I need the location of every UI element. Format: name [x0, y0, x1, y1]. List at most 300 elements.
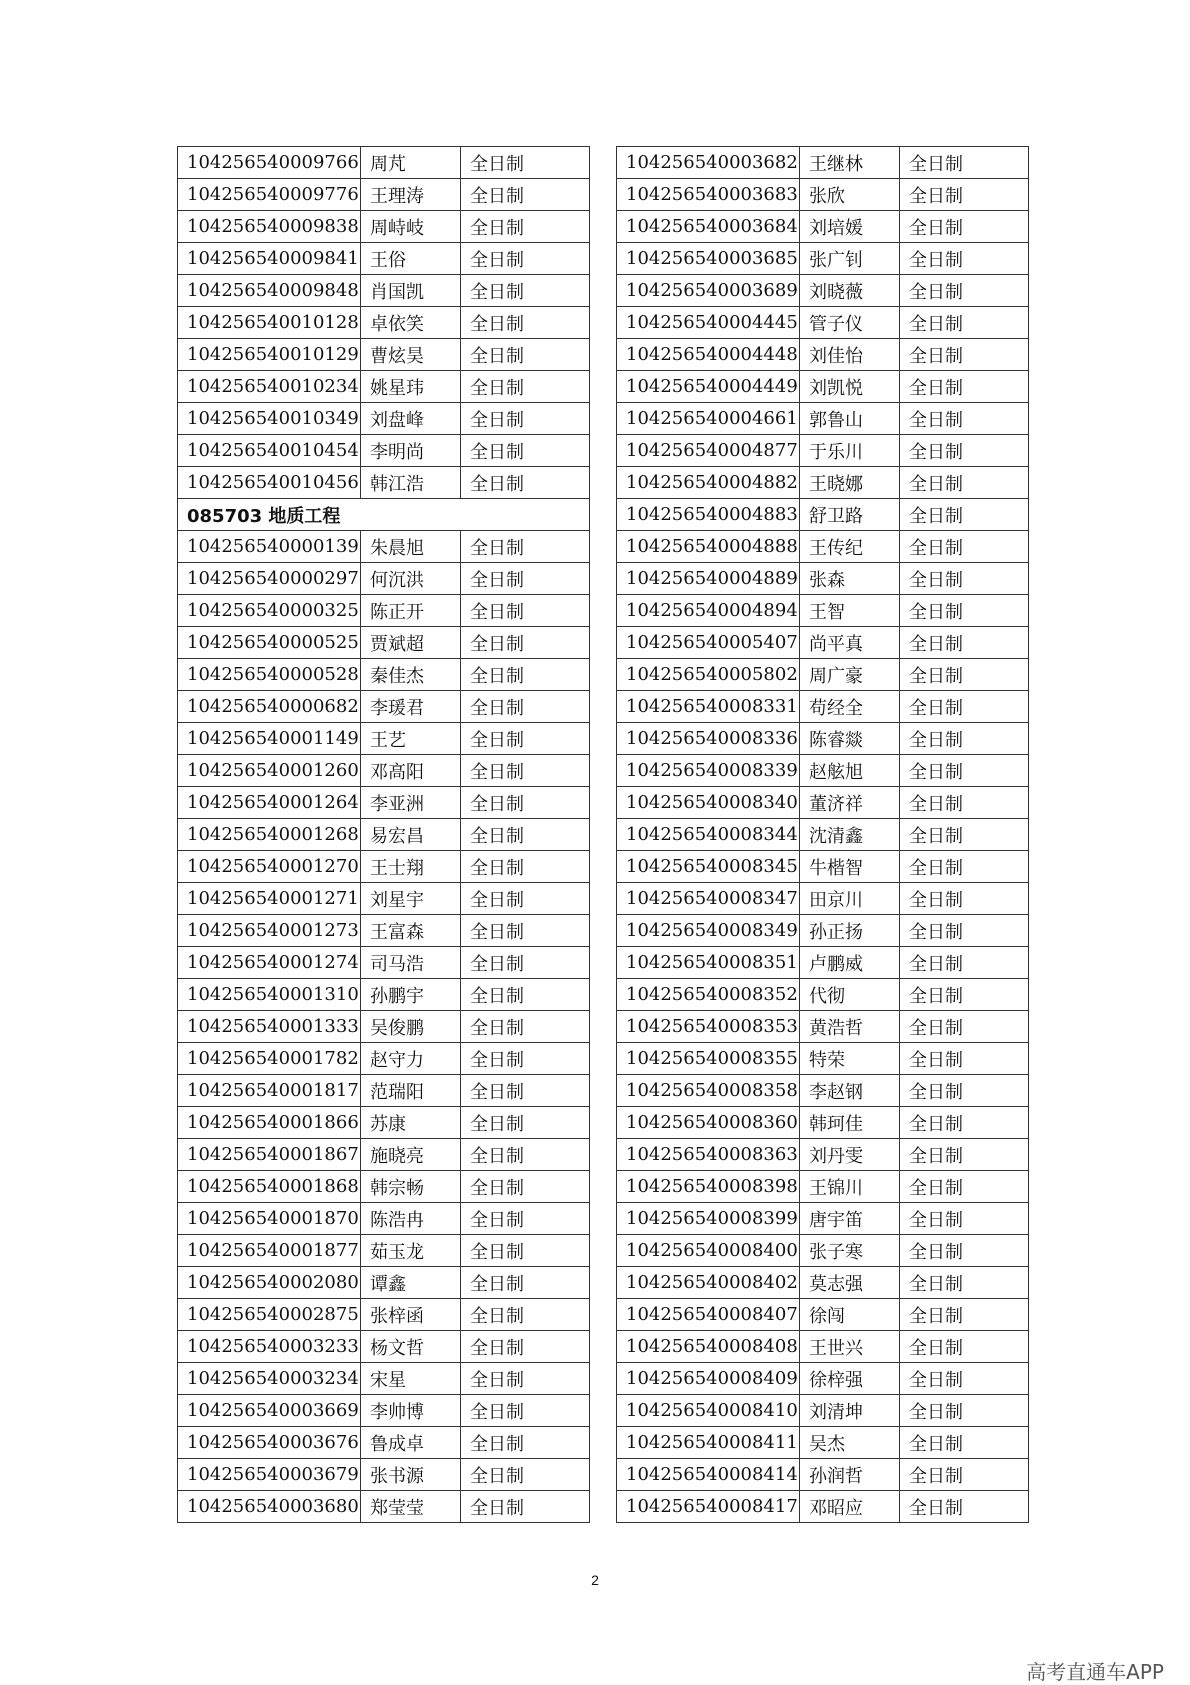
study-mode-cell: 全日制: [461, 1139, 590, 1171]
study-mode-cell: 全日制: [900, 755, 1029, 787]
student-name-cell: 孙正扬: [800, 915, 900, 947]
table-row: [178, 1491, 590, 1523]
study-mode-cell: 全日制: [900, 1363, 1029, 1395]
exam-id-cell: 104256540003234: [178, 1363, 361, 1395]
table-row: [178, 595, 590, 627]
table-row: [178, 1299, 590, 1331]
study-mode-cell: 全日制: [461, 1331, 590, 1363]
study-mode-cell: 全日制: [900, 1235, 1029, 1267]
table-row: [178, 467, 590, 499]
exam-id-cell: 104256540003682: [617, 147, 800, 179]
study-mode-cell: 全日制: [461, 1043, 590, 1075]
study-mode-cell: 全日制: [900, 371, 1029, 403]
table-row: [178, 979, 590, 1011]
student-name-cell: 代彻: [800, 979, 900, 1011]
study-mode-cell: 全日制: [900, 499, 1029, 531]
student-name-cell: 李瑗君: [361, 691, 461, 723]
table-row: [178, 819, 590, 851]
exam-id-cell: 104256540000139: [178, 531, 361, 563]
student-name-cell: 吴俊鹏: [361, 1011, 461, 1043]
study-mode-cell: 全日制: [900, 275, 1029, 307]
exam-id-cell: 104256540008408: [617, 1331, 800, 1363]
exam-id-cell: 104256540003685: [617, 243, 800, 275]
student-name-cell: 田京川: [800, 883, 900, 915]
student-name-cell: 王世兴: [800, 1331, 900, 1363]
study-mode-cell: 全日制: [900, 243, 1029, 275]
study-mode-cell: 全日制: [461, 179, 590, 211]
student-name-cell: 吴杰: [800, 1427, 900, 1459]
table-row: [617, 883, 1029, 915]
student-name-cell: 郑莹莹: [361, 1491, 461, 1523]
table-row: [178, 755, 590, 787]
exam-id-cell: 104256540008409: [617, 1363, 800, 1395]
student-name-cell: 曹炫昊: [361, 339, 461, 371]
exam-id-cell: 104256540008345: [617, 851, 800, 883]
table-row: [178, 1331, 590, 1363]
exam-id-cell: 104256540008353: [617, 1011, 800, 1043]
student-name-cell: 管子仪: [800, 307, 900, 339]
table-row: [178, 1267, 590, 1299]
exam-id-cell: 104256540008398: [617, 1171, 800, 1203]
exam-id-cell: 104256540004894: [617, 595, 800, 627]
exam-id-cell: 104256540010349: [178, 403, 361, 435]
study-mode-cell: 全日制: [461, 1235, 590, 1267]
exam-id-cell: 104256540001870: [178, 1203, 361, 1235]
table-row: [617, 723, 1029, 755]
table-row: [617, 499, 1029, 531]
study-mode-cell: 全日制: [461, 851, 590, 883]
exam-id-cell: 104256540002875: [178, 1299, 361, 1331]
exam-id-cell: 104256540008339: [617, 755, 800, 787]
table-row: [617, 1107, 1029, 1139]
exam-id-cell: 104256540000325: [178, 595, 361, 627]
student-name-cell: 朱晨旭: [361, 531, 461, 563]
table-row: [178, 403, 590, 435]
student-name-cell: 贾斌超: [361, 627, 461, 659]
table-row: [178, 1139, 590, 1171]
exam-id-cell: 104256540000525: [178, 627, 361, 659]
student-name-cell: 张书源: [361, 1459, 461, 1491]
exam-id-cell: 104256540004889: [617, 563, 800, 595]
study-mode-cell: 全日制: [900, 819, 1029, 851]
page-number: 2: [591, 1572, 599, 1588]
exam-id-cell: 104256540004449: [617, 371, 800, 403]
table-row: [178, 1011, 590, 1043]
study-mode-cell: 全日制: [461, 1075, 590, 1107]
student-name-cell: 徐梓强: [800, 1363, 900, 1395]
study-mode-cell: 全日制: [461, 1299, 590, 1331]
right-roster-table: [616, 146, 1029, 1523]
exam-id-cell: 104256540001149: [178, 723, 361, 755]
table-row: [178, 947, 590, 979]
student-name-cell: 舒卫路: [800, 499, 900, 531]
table-row: [617, 211, 1029, 243]
table-row: [617, 659, 1029, 691]
study-mode-cell: 全日制: [461, 787, 590, 819]
study-mode-cell: 全日制: [900, 1427, 1029, 1459]
study-mode-cell: 全日制: [461, 819, 590, 851]
student-name-cell: 韩珂佳: [800, 1107, 900, 1139]
study-mode-cell: 全日制: [900, 1491, 1029, 1523]
study-mode-cell: 全日制: [900, 1267, 1029, 1299]
exam-id-cell: 104256540003233: [178, 1331, 361, 1363]
table-row: [617, 627, 1029, 659]
table-row: [617, 1363, 1029, 1395]
student-name-cell: 刘佳怡: [800, 339, 900, 371]
study-mode-cell: 全日制: [900, 1331, 1029, 1363]
table-row: [178, 787, 590, 819]
exam-id-cell: 104256540001264: [178, 787, 361, 819]
exam-id-cell: 104256540008360: [617, 1107, 800, 1139]
study-mode-cell: 全日制: [900, 563, 1029, 595]
table-row: [178, 723, 590, 755]
student-name-cell: 特荣: [800, 1043, 900, 1075]
exam-id-cell: 104256540001310: [178, 979, 361, 1011]
student-name-cell: 司马浩: [361, 947, 461, 979]
exam-id-cell: 104256540001274: [178, 947, 361, 979]
table-row: [617, 243, 1029, 275]
table-row: [178, 1107, 590, 1139]
student-name-cell: 刘晓薇: [800, 275, 900, 307]
student-name-cell: 李明尚: [361, 435, 461, 467]
study-mode-cell: 全日制: [461, 1395, 590, 1427]
table-row: [178, 1075, 590, 1107]
exam-id-cell: 104256540003679: [178, 1459, 361, 1491]
student-name-cell: 唐宇笛: [800, 1203, 900, 1235]
study-mode-cell: 全日制: [900, 403, 1029, 435]
student-name-cell: 莫志强: [800, 1267, 900, 1299]
exam-id-cell: 104256540001268: [178, 819, 361, 851]
exam-id-cell: 104256540003680: [178, 1491, 361, 1523]
table-row: [617, 179, 1029, 211]
table-row: [178, 691, 590, 723]
student-name-cell: 李帅博: [361, 1395, 461, 1427]
study-mode-cell: 全日制: [461, 595, 590, 627]
exam-id-cell: 104256540008355: [617, 1043, 800, 1075]
table-row: [617, 787, 1029, 819]
study-mode-cell: 全日制: [900, 435, 1029, 467]
table-row: [178, 435, 590, 467]
table-row: [178, 1043, 590, 1075]
student-name-cell: 宋星: [361, 1363, 461, 1395]
study-mode-cell: 全日制: [900, 1395, 1029, 1427]
study-mode-cell: 全日制: [900, 979, 1029, 1011]
student-name-cell: 王富森: [361, 915, 461, 947]
study-mode-cell: 全日制: [900, 1139, 1029, 1171]
table-row: [178, 531, 590, 563]
study-mode-cell: 全日制: [461, 243, 590, 275]
exam-id-cell: 104256540000297: [178, 563, 361, 595]
left-roster-table: [177, 146, 590, 1523]
exam-id-cell: 104256540003676: [178, 1427, 361, 1459]
table-row: [617, 1299, 1029, 1331]
study-mode-cell: 全日制: [900, 1075, 1029, 1107]
table-row: [617, 1459, 1029, 1491]
student-name-cell: 张梓函: [361, 1299, 461, 1331]
exam-id-cell: 104256540004877: [617, 435, 800, 467]
exam-id-cell: 104256540001867: [178, 1139, 361, 1171]
table-row: [617, 851, 1029, 883]
table-row: [617, 1139, 1029, 1171]
table-row: [617, 915, 1029, 947]
exam-id-cell: 104256540001270: [178, 851, 361, 883]
table-row: [178, 563, 590, 595]
student-name-cell: 刘盘峰: [361, 403, 461, 435]
study-mode-cell: 全日制: [900, 691, 1029, 723]
study-mode-cell: 全日制: [461, 755, 590, 787]
table-row: [617, 531, 1029, 563]
table-row: [617, 1075, 1029, 1107]
watermark-text: 高考直通车APP: [1026, 1660, 1164, 1684]
study-mode-cell: 全日制: [900, 147, 1029, 179]
study-mode-cell: 全日制: [461, 339, 590, 371]
exam-id-cell: 104256540008351: [617, 947, 800, 979]
study-mode-cell: 全日制: [900, 851, 1029, 883]
study-mode-cell: 全日制: [900, 1299, 1029, 1331]
student-name-cell: 王智: [800, 595, 900, 627]
table-row: [617, 1427, 1029, 1459]
table-row: [617, 275, 1029, 307]
table-row: [178, 915, 590, 947]
study-mode-cell: 全日制: [900, 723, 1029, 755]
exam-id-cell: 104256540003683: [617, 179, 800, 211]
student-name-cell: 卓依笑: [361, 307, 461, 339]
table-row: [178, 1203, 590, 1235]
student-name-cell: 陈睿燚: [800, 723, 900, 755]
study-mode-cell: 全日制: [900, 883, 1029, 915]
exam-id-cell: 104256540008400: [617, 1235, 800, 1267]
student-name-cell: 王俗: [361, 243, 461, 275]
student-name-cell: 范瑞阳: [361, 1075, 461, 1107]
table-row: [617, 147, 1029, 179]
exam-id-cell: 104256540001260: [178, 755, 361, 787]
exam-id-cell: 104256540004882: [617, 467, 800, 499]
table-row: [617, 691, 1029, 723]
exam-id-cell: 104256540005802: [617, 659, 800, 691]
student-name-cell: 牛楷智: [800, 851, 900, 883]
student-name-cell: 刘星宇: [361, 883, 461, 915]
student-name-cell: 刘培媛: [800, 211, 900, 243]
study-mode-cell: 全日制: [900, 1107, 1029, 1139]
student-name-cell: 陈浩冉: [361, 1203, 461, 1235]
exam-id-cell: 104256540008411: [617, 1427, 800, 1459]
exam-id-cell: 104256540009848: [178, 275, 361, 307]
exam-id-cell: 104256540008402: [617, 1267, 800, 1299]
exam-id-cell: 104256540008414: [617, 1459, 800, 1491]
study-mode-cell: 全日制: [461, 659, 590, 691]
student-name-cell: 苏康: [361, 1107, 461, 1139]
table-row: [178, 1171, 590, 1203]
student-name-cell: 周广豪: [800, 659, 900, 691]
student-name-cell: 何沉洪: [361, 563, 461, 595]
student-name-cell: 韩江浩: [361, 467, 461, 499]
table-row: [178, 1459, 590, 1491]
exam-id-cell: 104256540004445: [617, 307, 800, 339]
study-mode-cell: 全日制: [461, 403, 590, 435]
exam-id-cell: 104256540002080: [178, 1267, 361, 1299]
table-row: [617, 819, 1029, 851]
table-row: [178, 307, 590, 339]
student-name-cell: 于乐川: [800, 435, 900, 467]
student-name-cell: 易宏昌: [361, 819, 461, 851]
section-title: 085703 地质工程: [178, 499, 590, 531]
exam-id-cell: 104256540001333: [178, 1011, 361, 1043]
student-name-cell: 邓高阳: [361, 755, 461, 787]
study-mode-cell: 全日制: [461, 1011, 590, 1043]
study-mode-cell: 全日制: [900, 307, 1029, 339]
student-name-cell: 郭鲁山: [800, 403, 900, 435]
student-name-cell: 刘凯悦: [800, 371, 900, 403]
table-row: [617, 1331, 1029, 1363]
student-name-cell: 王晓娜: [800, 467, 900, 499]
study-mode-cell: 全日制: [461, 1459, 590, 1491]
exam-id-cell: 104256540005407: [617, 627, 800, 659]
table-row: [617, 1267, 1029, 1299]
exam-id-cell: 104256540000682: [178, 691, 361, 723]
study-mode-cell: 全日制: [461, 1203, 590, 1235]
study-mode-cell: 全日制: [461, 979, 590, 1011]
exam-id-cell: 104256540004448: [617, 339, 800, 371]
student-name-cell: 张欣: [800, 179, 900, 211]
exam-id-cell: 104256540010234: [178, 371, 361, 403]
exam-id-cell: 104256540004661: [617, 403, 800, 435]
study-mode-cell: 全日制: [461, 211, 590, 243]
exam-id-cell: 104256540001817: [178, 1075, 361, 1107]
student-name-cell: 邓昭应: [800, 1491, 900, 1523]
student-name-cell: 张森: [800, 563, 900, 595]
study-mode-cell: 全日制: [461, 627, 590, 659]
student-name-cell: 茹玉龙: [361, 1235, 461, 1267]
exam-id-cell: 104256540009776: [178, 179, 361, 211]
exam-id-cell: 104256540004888: [617, 531, 800, 563]
student-name-cell: 刘丹雯: [800, 1139, 900, 1171]
exam-id-cell: 104256540008417: [617, 1491, 800, 1523]
table-row: [178, 371, 590, 403]
study-mode-cell: 全日制: [461, 147, 590, 179]
exam-id-cell: 104256540010456: [178, 467, 361, 499]
table-row: [617, 755, 1029, 787]
table-row: [617, 595, 1029, 627]
study-mode-cell: 全日制: [461, 915, 590, 947]
exam-id-cell: 104256540000528: [178, 659, 361, 691]
table-row: [178, 851, 590, 883]
student-name-cell: 李赵钢: [800, 1075, 900, 1107]
table-row: [617, 1235, 1029, 1267]
exam-id-cell: 104256540001868: [178, 1171, 361, 1203]
study-mode-cell: 全日制: [900, 179, 1029, 211]
table-row: [617, 1491, 1029, 1523]
study-mode-cell: 全日制: [461, 1363, 590, 1395]
student-name-cell: 赵守力: [361, 1043, 461, 1075]
student-name-cell: 周芃: [361, 147, 461, 179]
student-name-cell: 王艺: [361, 723, 461, 755]
study-mode-cell: 全日制: [461, 435, 590, 467]
study-mode-cell: 全日制: [461, 723, 590, 755]
student-name-cell: 韩宗畅: [361, 1171, 461, 1203]
table-row: [178, 211, 590, 243]
study-mode-cell: 全日制: [461, 275, 590, 307]
study-mode-cell: 全日制: [900, 1203, 1029, 1235]
study-mode-cell: 全日制: [461, 467, 590, 499]
exam-id-cell: 104256540008336: [617, 723, 800, 755]
student-name-cell: 王锦川: [800, 1171, 900, 1203]
student-name-cell: 孙鹏宇: [361, 979, 461, 1011]
exam-id-cell: 104256540008358: [617, 1075, 800, 1107]
study-mode-cell: 全日制: [461, 883, 590, 915]
exam-id-cell: 104256540008352: [617, 979, 800, 1011]
table-row: [178, 275, 590, 307]
table-row: [617, 1171, 1029, 1203]
study-mode-cell: 全日制: [900, 339, 1029, 371]
table-row: [617, 467, 1029, 499]
study-mode-cell: 全日制: [900, 1459, 1029, 1491]
study-mode-cell: 全日制: [900, 467, 1029, 499]
exam-id-cell: 104256540008399: [617, 1203, 800, 1235]
table-row: [617, 339, 1029, 371]
exam-id-cell: 104256540008410: [617, 1395, 800, 1427]
study-mode-cell: 全日制: [461, 691, 590, 723]
study-mode-cell: 全日制: [461, 531, 590, 563]
exam-id-cell: 104256540003684: [617, 211, 800, 243]
exam-id-cell: 104256540010454: [178, 435, 361, 467]
study-mode-cell: 全日制: [461, 307, 590, 339]
table-row: [178, 1395, 590, 1427]
exam-id-cell: 104256540001273: [178, 915, 361, 947]
study-mode-cell: 全日制: [461, 563, 590, 595]
exam-id-cell: 104256540008344: [617, 819, 800, 851]
exam-id-cell: 104256540008347: [617, 883, 800, 915]
table-row: [178, 627, 590, 659]
student-name-cell: 杨文哲: [361, 1331, 461, 1363]
exam-id-cell: 104256540009766: [178, 147, 361, 179]
table-row: [178, 1363, 590, 1395]
student-name-cell: 尚平真: [800, 627, 900, 659]
table-row: [178, 147, 590, 179]
student-name-cell: 徐闯: [800, 1299, 900, 1331]
study-mode-cell: 全日制: [461, 1491, 590, 1523]
table-row: [617, 1011, 1029, 1043]
table-row: [178, 243, 590, 275]
study-mode-cell: 全日制: [900, 659, 1029, 691]
student-name-cell: 苟经全: [800, 691, 900, 723]
student-name-cell: 周峙岐: [361, 211, 461, 243]
table-row: [617, 307, 1029, 339]
study-mode-cell: 全日制: [461, 371, 590, 403]
student-name-cell: 沈清鑫: [800, 819, 900, 851]
student-name-cell: 董济祥: [800, 787, 900, 819]
table-row: [178, 1427, 590, 1459]
table-row: [178, 659, 590, 691]
student-name-cell: 陈正开: [361, 595, 461, 627]
student-name-cell: 张子寒: [800, 1235, 900, 1267]
table-row: [617, 371, 1029, 403]
exam-id-cell: 104256540001866: [178, 1107, 361, 1139]
exam-id-cell: 104256540001271: [178, 883, 361, 915]
student-name-cell: 张广钊: [800, 243, 900, 275]
student-name-cell: 李亚洲: [361, 787, 461, 819]
student-name-cell: 谭鑫: [361, 1267, 461, 1299]
exam-id-cell: 104256540008407: [617, 1299, 800, 1331]
student-name-cell: 王士翔: [361, 851, 461, 883]
student-name-cell: 赵舷旭: [800, 755, 900, 787]
student-name-cell: 刘清坤: [800, 1395, 900, 1427]
student-name-cell: 王继林: [800, 147, 900, 179]
exam-id-cell: 104256540008349: [617, 915, 800, 947]
exam-id-cell: 104256540009841: [178, 243, 361, 275]
exam-id-cell: 104256540001782: [178, 1043, 361, 1075]
table-row: [617, 947, 1029, 979]
exam-id-cell: 104256540010128: [178, 307, 361, 339]
